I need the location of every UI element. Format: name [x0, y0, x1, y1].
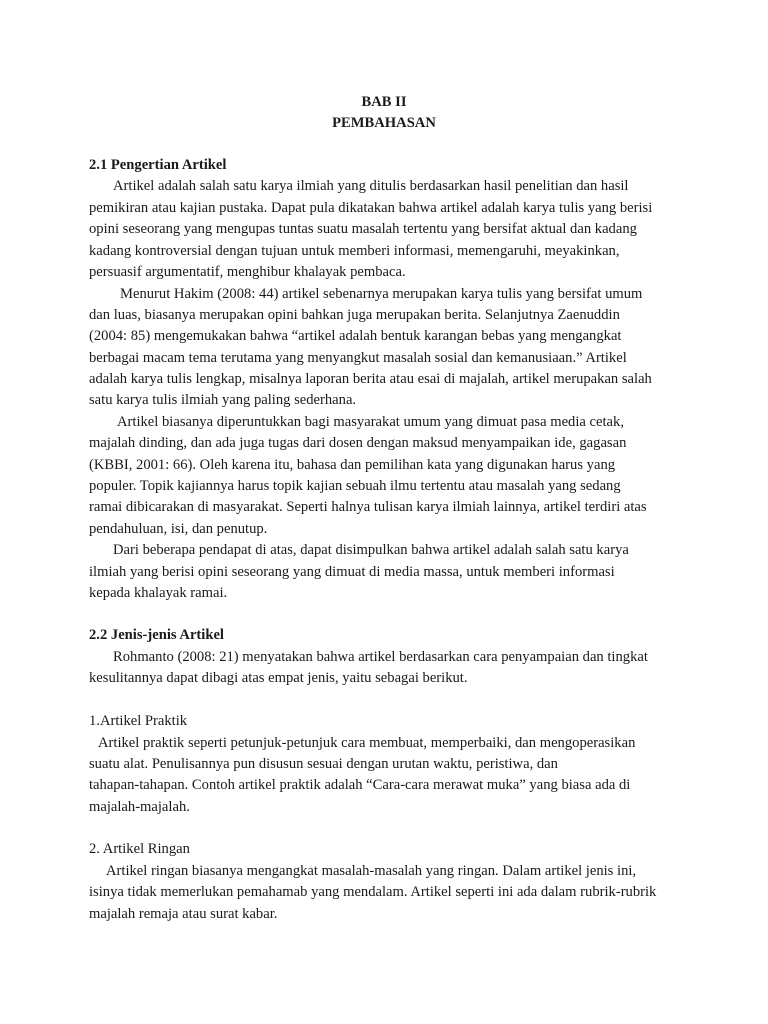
paragraph-line: pemikiran atau kajian pustaka. Dapat pula dikatakan bahwa artikel adalah karya tulis yang berisi	[89, 200, 653, 216]
item-title: 2. Artikel Ringan	[89, 841, 190, 857]
paragraph-line: ilmiah yang berisi opini seseorang yang dimuat di media massa, untuk memberi informasi	[89, 564, 615, 580]
item-line: isinya tidak memerlukan pemahamab yang mendalam. Artikel seperti ini ada dalam rubrik-rubrik	[89, 884, 657, 900]
paragraph-line: pendahuluan, isi, dan penutup.	[89, 521, 268, 537]
paragraph-line: adalah karya tulis lengkap, misalnya laporan berita atau esai di majalah, artikel merupakan salah	[89, 371, 652, 387]
paragraph-line: (2004: 85) mengemukakan bahwa “artikel adalah bentuk karangan bebas yang mengangkat	[89, 328, 622, 344]
item-title: 1.Artikel Praktik	[89, 713, 188, 729]
section-heading: 2.2 Jenis-jenis Artikel	[89, 627, 224, 643]
paragraph-line: dan luas, biasanya merupakan opini bahkan juga merupakan berita. Selanjutnya Zaenuddin	[89, 307, 620, 323]
item-line: majalah-majalah.	[89, 799, 190, 815]
paragraph-line: populer. Topik kajiannya harus topik kajian sebuah ilmu tertentu atau masalah yang sedang	[89, 478, 621, 494]
paragraph-line: (KBBI, 2001: 66). Oleh karena itu, bahasa dan pemilihan kata yang digunakan harus yang	[89, 457, 616, 473]
item-line: tahapan-tahapan. Contoh artikel praktik adalah “Cara-cara merawat muka” yang biasa ada di	[89, 777, 631, 793]
item-line: suatu alat. Penulisannya pun disusun sesuai dengan urutan waktu, peristiwa, dan	[89, 756, 558, 772]
item-line: majalah remaja atau surat kabar.	[89, 906, 278, 922]
paragraph-line: ramai dibicarakan di masyarakat. Seperti halnya tulisan karya ilmiah lainnya, artikel terdiri atas	[89, 499, 647, 515]
chapter-title: PEMBAHASAN	[332, 115, 436, 131]
paragraph-line: kesulitannya dapat dibagi atas empat jenis, yaitu sebagai berikut.	[89, 670, 468, 686]
paragraph-line: Artikel adalah salah satu karya ilmiah yang ditulis berdasarkan hasil penelitian dan hasil	[113, 178, 629, 194]
paragraph-line: Artikel biasanya diperuntukkan bagi masyarakat umum yang dimuat pasa media cetak,	[117, 414, 624, 430]
section-heading: 2.1 Pengertian Artikel	[89, 157, 227, 173]
paragraph-line: majalah dinding, dan ada juga tugas dari dosen dengan maksud menyampaikan ide, gagasan	[89, 435, 627, 451]
paragraph-line: Rohmanto (2008: 21) menyatakan bahwa artikel berdasarkan cara penyampaian dan tingkat	[113, 649, 648, 665]
paragraph-line: kadang kontroversial dengan tujuan untuk memberi informasi, memengaruhi, meyakinkan,	[89, 243, 620, 259]
item-line: Artikel ringan biasanya mengangkat masalah-masalah yang ringan. Dalam artikel jenis ini,	[106, 863, 637, 879]
paragraph-line: Dari beberapa pendapat di atas, dapat disimpulkan bahwa artikel adalah salah satu karya	[113, 542, 629, 558]
item-line: Artikel praktik seperti petunjuk-petunjuk cara membuat, memperbaiki, dan mengoperasikan	[98, 735, 636, 751]
paragraph-line: Menurut Hakim (2008: 44) artikel sebenarnya merupakan karya tulis yang bersifat umum	[120, 286, 643, 302]
paragraph-line: persuasif argumentatif, menghibur khalayak pembaca.	[89, 264, 406, 280]
paragraph-line: kepada khalayak ramai.	[89, 585, 228, 601]
paragraph-line: opini seseorang yang mengupas tuntas suatu masalah tertentu yang bersifat aktual dan kadang	[89, 221, 637, 237]
paragraph-line: berbagai macam tema terutama yang menyangkut masalah sosial dan kemanusiaan.” Artikel	[89, 350, 627, 366]
chapter-label: BAB II	[361, 94, 407, 110]
paragraph-line: satu karya tulis ilmiah yang paling sederhana.	[89, 392, 357, 408]
